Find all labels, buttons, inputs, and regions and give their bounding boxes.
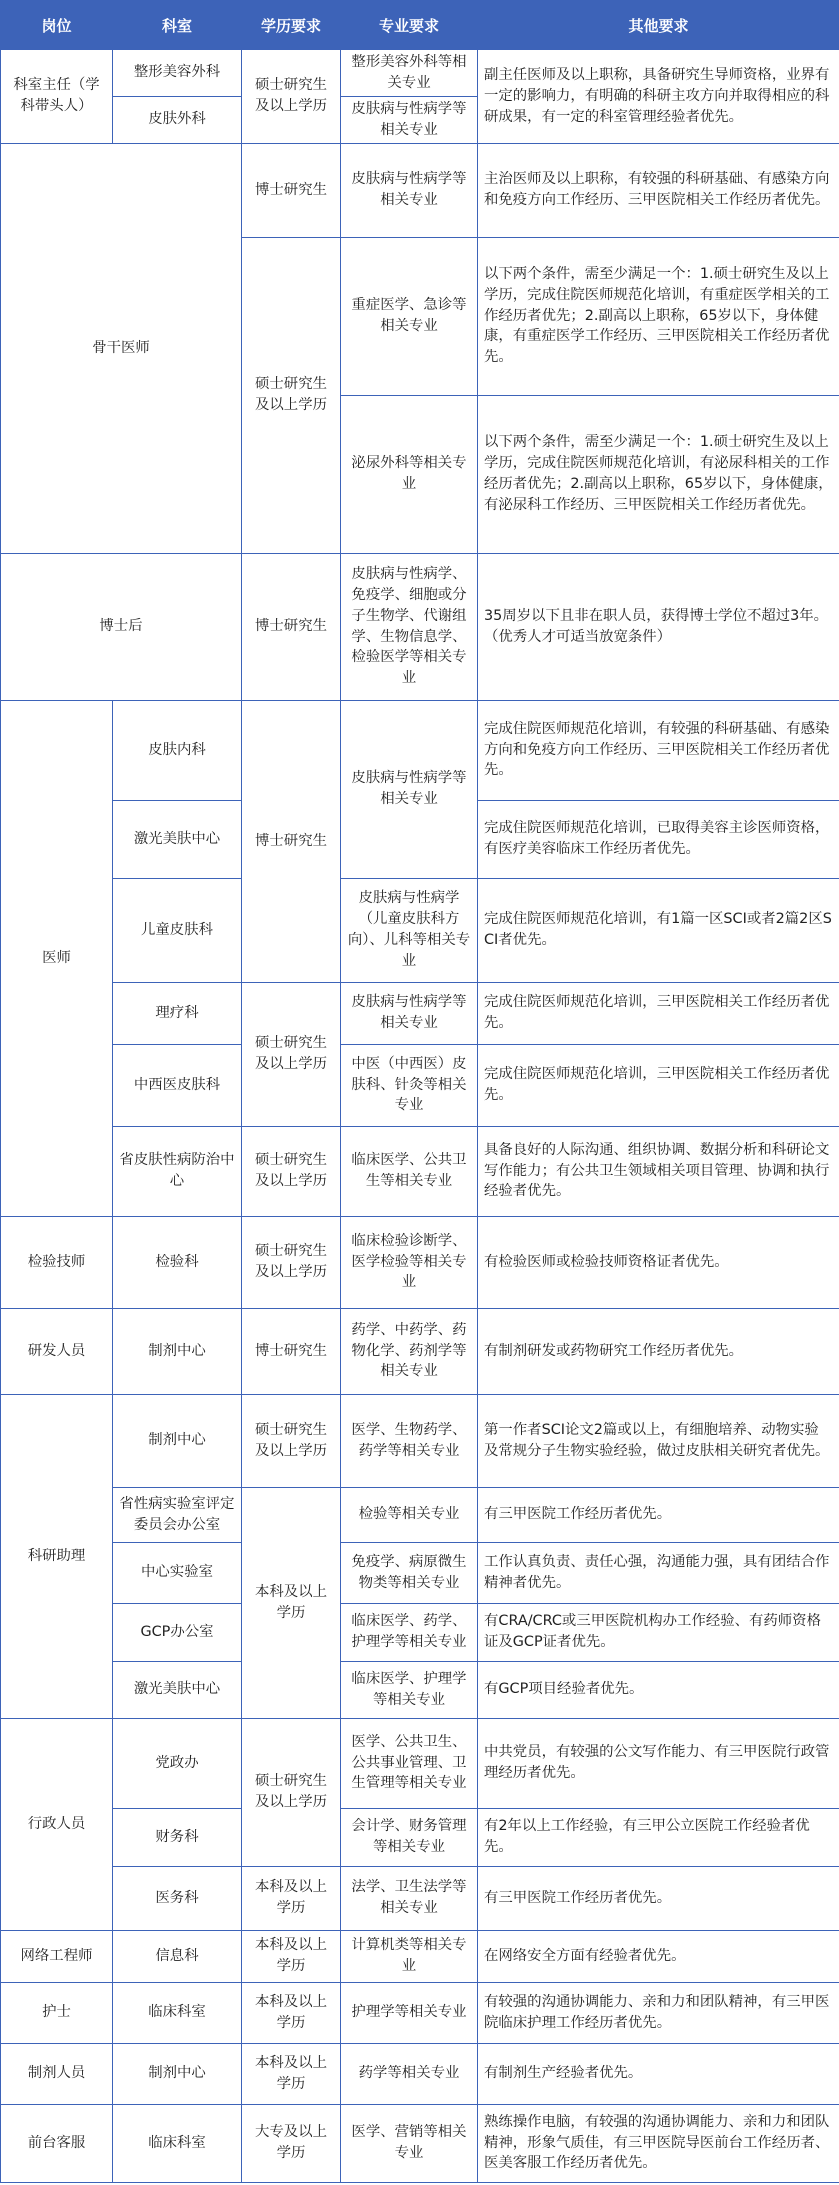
edu-cell: 硕士研究生及以上学历 bbox=[242, 1126, 341, 1216]
post-cell: 医师 bbox=[1, 700, 113, 1216]
header-edu: 学历要求 bbox=[242, 1, 341, 50]
table-row bbox=[1, 1930, 839, 1982]
major-cell: 医学、公共卫生、公共事业管理、卫生管理等相关专业 bbox=[341, 1718, 478, 1808]
edu-cell: 硕士研究生及以上学历 bbox=[242, 982, 341, 1126]
dept-cell: 制剂中心 bbox=[113, 1308, 242, 1394]
edu-cell: 本科及以上学历 bbox=[242, 1982, 341, 2043]
edu-cell: 硕士研究生及以上学历 bbox=[242, 1394, 341, 1487]
other-cell: 有2年以上工作经验，有三甲公立医院工作经验者优先。 bbox=[478, 1808, 839, 1866]
other-cell: 以下两个条件，需至少满足一个：1.硕士研究生及以上学历，完成住院医师规范化培训，有泌尿科相关的工作经历者优先；2.副高以上职称，65岁以下，身体健康，有泌尿科工作经历、三甲医院相关工作经历者优先。 bbox=[478, 395, 839, 553]
edu-cell: 本科及以上学历 bbox=[242, 1930, 341, 1982]
edu-cell: 博士研究生 bbox=[242, 553, 341, 700]
dept-cell: 中西医皮肤科 bbox=[113, 1044, 242, 1126]
major-cell: 皮肤病与性病学等相关专业 bbox=[341, 700, 478, 878]
table-row bbox=[1, 553, 839, 700]
major-cell: 临床医学、护理学等相关专业 bbox=[341, 1661, 478, 1718]
post-cell: 护士 bbox=[1, 1982, 113, 2043]
edu-cell: 大专及以上学历 bbox=[242, 2104, 341, 2182]
table-row bbox=[1, 1394, 839, 1487]
edu-cell: 博士研究生 bbox=[242, 1308, 341, 1394]
other-cell: 以下两个条件，需至少满足一个：1.硕士研究生及以上学历，完成住院医师规范化培训，有重症医学相关的工作经历者优先；2.副高以上职称，65岁以下，身体健康，有重症医学工作经历、三甲医院相关工作经历者优先。 bbox=[478, 237, 839, 395]
post-cell: 检验技师 bbox=[1, 1216, 113, 1308]
other-cell: 完成住院医师规范化培训，有较强的科研基础、有感染方向和免疫方向工作经历、三甲医院相关工作经历者优先。 bbox=[478, 700, 839, 800]
dept-cell: 皮肤内科 bbox=[113, 700, 242, 800]
table-row bbox=[1, 1866, 839, 1930]
other-cell: 有三甲医院工作经历者优先。 bbox=[478, 1487, 839, 1542]
dept-cell: 儿童皮肤科 bbox=[113, 878, 242, 982]
table-row bbox=[1, 1808, 839, 1866]
major-cell: 中医（中西医）皮肤科、针灸等相关专业 bbox=[341, 1044, 478, 1126]
header-major: 专业要求 bbox=[341, 1, 478, 50]
table-row bbox=[1, 2043, 839, 2104]
other-cell: 完成住院医师规范化培训，三甲医院相关工作经历者优先。 bbox=[478, 1044, 839, 1126]
major-cell: 医学、生物药学、药学等相关专业 bbox=[341, 1394, 478, 1487]
post-cell: 骨干医师 bbox=[1, 143, 242, 553]
dept-cell: 医务科 bbox=[113, 1866, 242, 1930]
major-cell: 皮肤病与性病学等相关专业 bbox=[341, 143, 478, 237]
header-post: 岗位 bbox=[1, 1, 113, 50]
major-cell: 整形美容外科等相关专业 bbox=[341, 50, 478, 97]
dept-cell: 临床科室 bbox=[113, 1982, 242, 2043]
other-cell: 35周岁以下且非在职人员，获得博士学位不超过3年。（优秀人才可适当放宽条件） bbox=[478, 553, 839, 700]
post-cell: 前台客服 bbox=[1, 2104, 113, 2182]
header-dept: 科室 bbox=[113, 1, 242, 50]
dept-cell: 中心实验室 bbox=[113, 1542, 242, 1603]
other-cell: 有制剂研发或药物研究工作经历者优先。 bbox=[478, 1308, 839, 1394]
table-row bbox=[1, 1126, 839, 1216]
table-row bbox=[1, 982, 839, 1044]
major-cell: 皮肤病与性病学、免疫学、细胞或分子生物学、代谢组学、生物信息学、检验医学等相关专业 bbox=[341, 553, 478, 700]
dept-cell: GCP办公室 bbox=[113, 1603, 242, 1661]
table-row bbox=[1, 50, 839, 97]
dept-cell: 检验科 bbox=[113, 1216, 242, 1308]
edu-cell: 博士研究生 bbox=[242, 143, 341, 237]
major-cell: 重症医学、急诊等相关专业 bbox=[341, 237, 478, 395]
major-cell: 检验等相关专业 bbox=[341, 1487, 478, 1542]
other-cell: 副主任医师及以上职称，具备研究生导师资格，业界有一定的影响力，有明确的科研主攻方向并取得相应的科研成果，有一定的科室管理经验者优先。 bbox=[478, 50, 839, 144]
major-cell: 药学、中药学、药物化学、药剂学等相关专业 bbox=[341, 1308, 478, 1394]
other-cell: 中共党员，有较强的公文写作能力、有三甲医院行政管理经历者优先。 bbox=[478, 1718, 839, 1808]
other-cell: 有CRA/CRC或三甲医院机构办工作经验、有药师资格证及GCP证者优先。 bbox=[478, 1603, 839, 1661]
other-cell: 熟练操作电脑，有较强的沟通协调能力、亲和力和团队精神，形象气质佳，有三甲医院导医前台工作经历者、医美客服工作经历者优先。 bbox=[478, 2104, 839, 2182]
dept-cell: 制剂中心 bbox=[113, 2043, 242, 2104]
edu-cell: 本科及以上学历 bbox=[242, 1487, 341, 1718]
post-cell: 科室主任（学科带头人） bbox=[1, 50, 113, 144]
dept-cell: 财务科 bbox=[113, 1808, 242, 1866]
edu-cell: 硕士研究生及以上学历 bbox=[242, 1718, 341, 1866]
table-row bbox=[1, 878, 839, 982]
dept-cell: 省性病实验室评定委员会办公室 bbox=[113, 1487, 242, 1542]
other-cell: 有较强的沟通协调能力、亲和力和团队精神，有三甲医院临床护理工作经历者优先。 bbox=[478, 1982, 839, 2043]
table-row bbox=[1, 2104, 839, 2182]
major-cell: 法学、卫生法学等相关专业 bbox=[341, 1866, 478, 1930]
table-row bbox=[1, 1603, 839, 1661]
header-row bbox=[1, 1, 839, 50]
edu-cell: 本科及以上学历 bbox=[242, 2043, 341, 2104]
post-cell: 行政人员 bbox=[1, 1718, 113, 1930]
other-cell: 工作认真负责、责任心强，沟通能力强，具有团结合作精神者优先。 bbox=[478, 1542, 839, 1603]
dept-cell: 制剂中心 bbox=[113, 1394, 242, 1487]
dept-cell: 皮肤外科 bbox=[113, 96, 242, 143]
dept-cell: 整形美容外科 bbox=[113, 50, 242, 97]
table-row bbox=[1, 1542, 839, 1603]
table-row bbox=[1, 700, 839, 800]
table-row bbox=[1, 1487, 839, 1542]
dept-cell: 临床科室 bbox=[113, 2104, 242, 2182]
major-cell: 泌尿外科等相关专业 bbox=[341, 395, 478, 553]
major-cell: 护理学等相关专业 bbox=[341, 1982, 478, 2043]
major-cell: 药学等相关专业 bbox=[341, 2043, 478, 2104]
dept-cell: 信息科 bbox=[113, 1930, 242, 1982]
post-cell: 科研助理 bbox=[1, 1394, 113, 1718]
table-row bbox=[1, 1308, 839, 1394]
major-cell: 皮肤病与性病学等相关专业 bbox=[341, 96, 478, 143]
major-cell: 会计学、财务管理等相关专业 bbox=[341, 1808, 478, 1866]
major-cell: 临床医学、公共卫生等相关专业 bbox=[341, 1126, 478, 1216]
edu-cell: 本科及以上学历 bbox=[242, 1866, 341, 1930]
other-cell: 主治医师及以上职称，有较强的科研基础、有感染方向和免疫方向工作经历、三甲医院相关工作经历者优先。 bbox=[478, 143, 839, 237]
other-cell: 完成住院医师规范化培训，三甲医院相关工作经历者优先。 bbox=[478, 982, 839, 1044]
other-cell: 第一作者SCI论文2篇或以上，有细胞培养、动物实验及常规分子生物实验经验，做过皮肤相关研究者优先。 bbox=[478, 1394, 839, 1487]
edu-cell: 硕士研究生及以上学历 bbox=[242, 50, 341, 144]
table-row bbox=[1, 1661, 839, 1718]
dept-cell: 激光美肤中心 bbox=[113, 1661, 242, 1718]
table-row bbox=[1, 1718, 839, 1808]
table-row bbox=[1, 143, 839, 237]
major-cell: 计算机类等相关专业 bbox=[341, 1930, 478, 1982]
edu-cell: 硕士研究生及以上学历 bbox=[242, 1216, 341, 1308]
major-cell: 皮肤病与性病学等相关专业 bbox=[341, 982, 478, 1044]
other-cell: 在网络安全方面有经验者优先。 bbox=[478, 1930, 839, 1982]
dept-cell: 理疗科 bbox=[113, 982, 242, 1044]
major-cell: 临床检验诊断学、医学检验等相关专业 bbox=[341, 1216, 478, 1308]
post-cell: 制剂人员 bbox=[1, 2043, 113, 2104]
table-row bbox=[1, 1044, 839, 1126]
other-cell: 具备良好的人际沟通、组织协调、数据分析和科研论文写作能力；有公共卫生领域相关项目管理、协调和执行经验者优先。 bbox=[478, 1126, 839, 1216]
post-cell: 博士后 bbox=[1, 553, 242, 700]
edu-cell: 博士研究生 bbox=[242, 700, 341, 982]
edu-cell: 硕士研究生及以上学历 bbox=[242, 237, 341, 553]
dept-cell: 激光美肤中心 bbox=[113, 800, 242, 878]
post-cell: 研发人员 bbox=[1, 1308, 113, 1394]
major-cell: 皮肤病与性病学（儿童皮肤科方向）、儿科等相关专业 bbox=[341, 878, 478, 982]
post-cell: 网络工程师 bbox=[1, 1930, 113, 1982]
other-cell: 完成住院医师规范化培训，有1篇一区SCI或者2篇2区SCI者优先。 bbox=[478, 878, 839, 982]
header-other: 其他要求 bbox=[478, 1, 839, 50]
table-row bbox=[1, 1216, 839, 1308]
table-row bbox=[1, 1982, 839, 2043]
dept-cell: 省皮肤性病防治中心 bbox=[113, 1126, 242, 1216]
other-cell: 有GCP项目经验者优先。 bbox=[478, 1661, 839, 1718]
other-cell: 完成住院医师规范化培训，已取得美容主诊医师资格，有医疗美容临床工作经历者优先。 bbox=[478, 800, 839, 878]
dept-cell: 党政办 bbox=[113, 1718, 242, 1808]
major-cell: 医学、营销等相关专业 bbox=[341, 2104, 478, 2182]
major-cell: 免疫学、病原微生物类等相关专业 bbox=[341, 1542, 478, 1603]
major-cell: 临床医学、药学、护理学等相关专业 bbox=[341, 1603, 478, 1661]
other-cell: 有制剂生产经验者优先。 bbox=[478, 2043, 839, 2104]
other-cell: 有三甲医院工作经历者优先。 bbox=[478, 1866, 839, 1930]
other-cell: 有检验医师或检验技师资格证者优先。 bbox=[478, 1216, 839, 1308]
